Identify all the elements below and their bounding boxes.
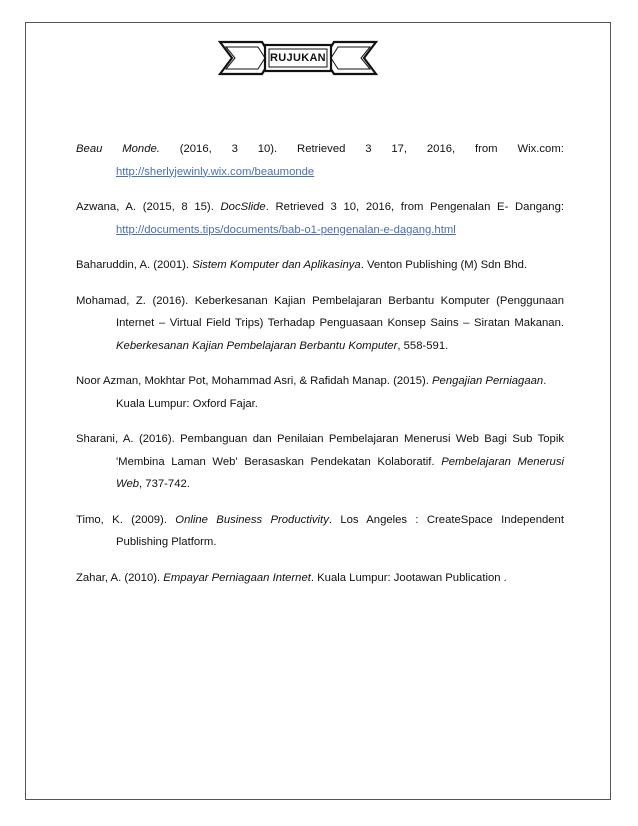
- reference-first-line: [76, 370, 564, 393]
- ref-journal: Keberkesanan Kajian Pembelajaran Berbantu Komputer: [116, 339, 398, 352]
- ref-author-date: Baharuddin, A. (2001).: [76, 259, 193, 271]
- reference-first-line: [76, 254, 564, 277]
- ref-token: Beau: [76, 143, 103, 155]
- reference-first-line: [76, 196, 564, 219]
- reference-url-link[interactable]: http://sherlyjewinly.wix.com/beaumonde: [116, 165, 315, 178]
- ref-token: Wix.com:: [517, 143, 564, 155]
- reference-entry: [76, 290, 564, 358]
- ref-source: . Retrieved 3 10, 2016, from Pengenalan E- Dangang:: [265, 201, 564, 213]
- ref-publisher: . Kuala Lumpur: Jootawan Publication .: [310, 571, 507, 584]
- ref-title: DocSlide: [220, 201, 266, 213]
- ref-punct: .: [543, 375, 547, 387]
- reference-entry: [76, 567, 564, 590]
- ref-author-date: Timo, K. (2009).: [76, 513, 176, 526]
- ref-token: Monde.: [122, 143, 160, 155]
- ref-token: 3: [231, 143, 238, 155]
- ref-journal: Pembelajaran Menerusi Web: [116, 455, 564, 490]
- ref-token: 3: [365, 143, 372, 155]
- ref-title: Empayar Perniagaan Internet: [163, 571, 311, 584]
- ref-title-cont: 'Membina Laman Web' Berasaskan Pendekatan Kolaboratif.: [116, 455, 442, 468]
- reference-entry: [76, 196, 564, 241]
- ref-publisher: Kuala Lumpur: Oxford Fajar.: [116, 397, 258, 410]
- ref-token: 2016,: [426, 143, 456, 155]
- reference-entry: [76, 509, 564, 554]
- ref-title: Online Business Productivity: [175, 513, 329, 526]
- ref-title: Sistem Komputer dan Aplikasinya: [192, 259, 361, 271]
- ref-title: Pengajian Perniagaan: [432, 375, 544, 387]
- banner-title: RUJUKAN: [270, 52, 326, 64]
- ref-token: (2016,: [179, 143, 212, 155]
- ref-token: 17,: [391, 143, 408, 155]
- ref-publisher: . Venton Publishing (M) Sdn Bhd.: [360, 259, 528, 271]
- reference-first-line: Mohamad, Z. (2016). Keberkesanan Kajian Pembelajaran Berbantu Komputer (Penggunaan: [76, 294, 564, 307]
- ref-token: 10).: [257, 143, 278, 155]
- reference-first-line: [76, 567, 564, 590]
- ref-place: . Los Angeles : CreateSpace Independent: [328, 513, 564, 526]
- reference-entry: [76, 138, 564, 183]
- ref-author-date: Azwana, A. (2015, 8 15).: [76, 201, 221, 213]
- ref-author-date: Zahar, A. (2010).: [76, 571, 164, 584]
- reference-first-line: [76, 509, 564, 532]
- reference-second-line: Internet – Virtual Field Trips) Terhadap Penguasaan Konsep Sains – Siratan Makanan.: [116, 317, 564, 329]
- reference-url-link[interactable]: http://documents.tips/documents/bab-o1-pengenalan-e-dagang.html: [116, 223, 456, 236]
- ref-token: Retrieved: [297, 143, 346, 155]
- ref-pages: , 558-591.: [397, 339, 449, 352]
- ref-token: from: [475, 143, 498, 155]
- reference-entry: [76, 254, 564, 277]
- reference-first-line: Sharani, A. (2016). Pembanguan dan Penilaian Pembelajaran Menerusi Web Bagi Sub Topik: [76, 433, 564, 445]
- reference-entry: [76, 370, 564, 415]
- ref-publisher: Publishing Platform.: [116, 536, 217, 548]
- reference-first-line: [76, 138, 564, 161]
- ref-author-date: Noor Azman, Mokhtar Pot, Mohammad Asri, & Rafidah Manap. (2015).: [76, 375, 433, 387]
- rujukan-banner: [218, 36, 378, 80]
- reference-entry: [76, 428, 564, 496]
- reference-list: [76, 138, 564, 602]
- ref-pages: , 737-742.: [139, 478, 190, 490]
